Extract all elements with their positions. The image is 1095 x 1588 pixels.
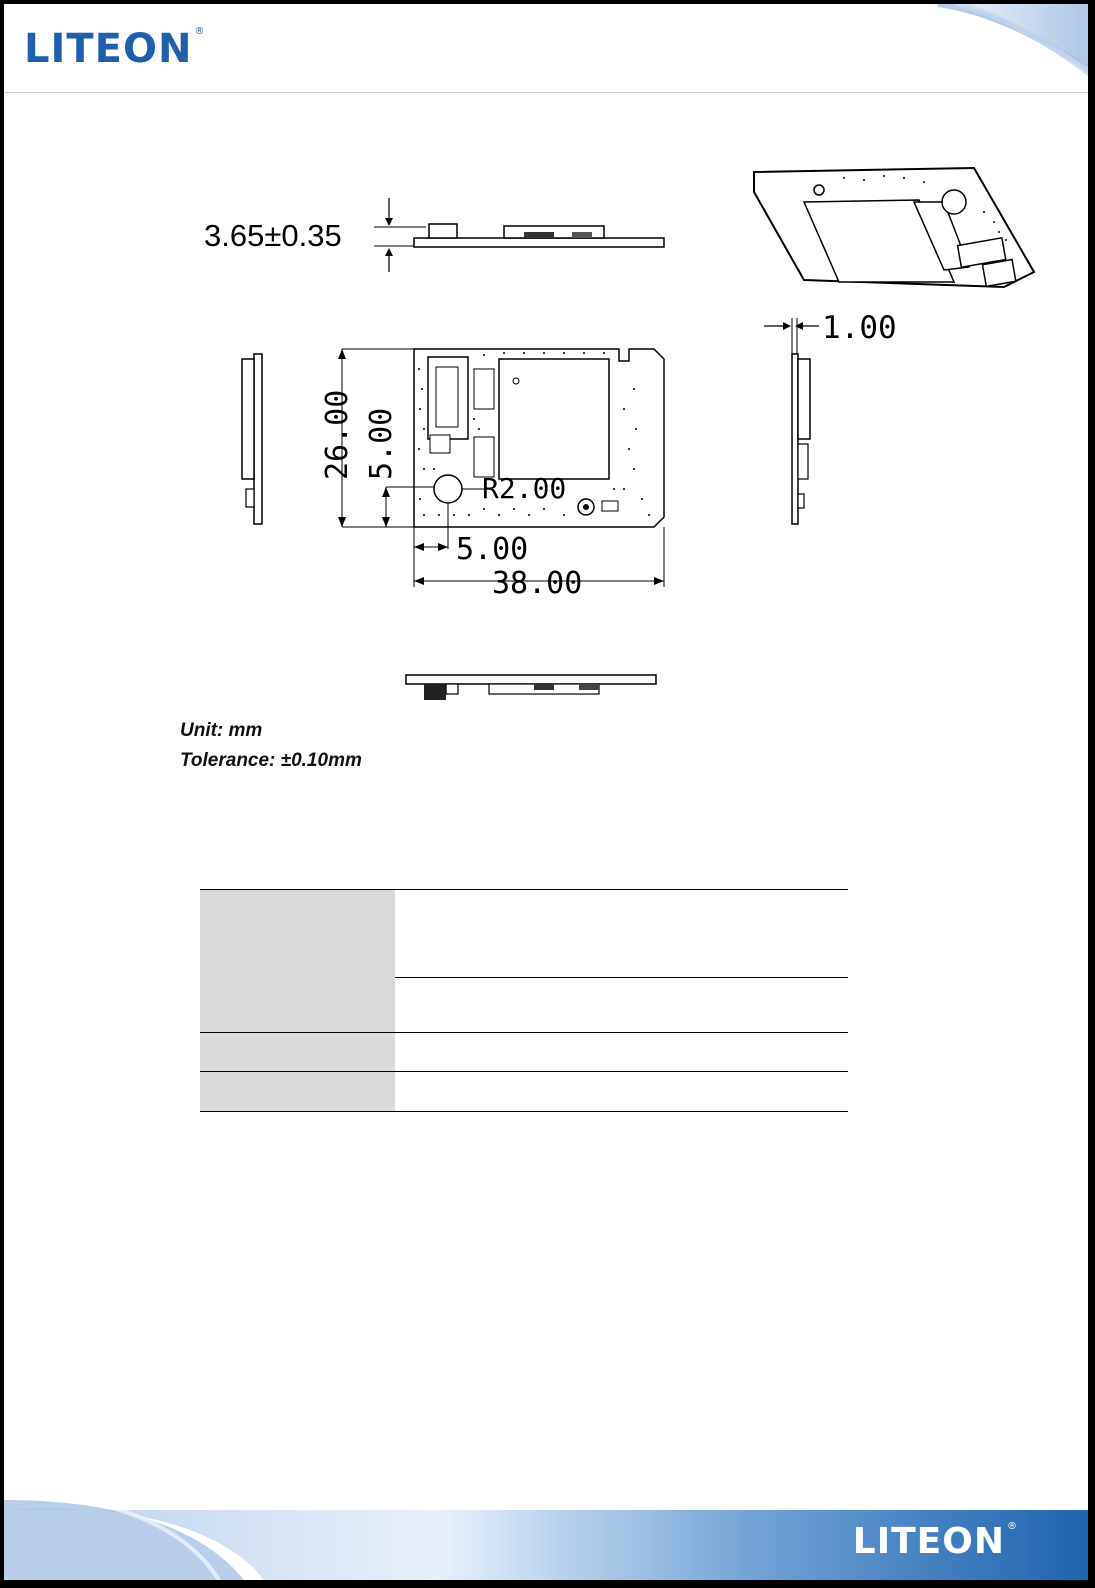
table-cell-value [395,890,848,978]
table-cell-label [200,1033,395,1072]
dim-hole-y-label: 5.00 [364,407,399,480]
spec-table [200,889,848,1112]
datasheet-page [4,4,1088,1580]
dim-width-vertical-label: 26.00 [320,389,355,480]
table-cell-value [395,1033,848,1072]
header-swoosh [848,4,1088,114]
dim-hole-x-label: 5.00 [456,532,529,567]
unit-note: Unit: mm [180,720,263,741]
footer-logo [853,1521,1018,1562]
registered-mark: ® [1007,1521,1018,1532]
tolerance-note: Tolerance: ±0.10mm [180,750,362,771]
dim-height-label: 3.65±0.35 [204,218,342,253]
dim-radius-label: R2.00 [482,472,567,505]
bottom-profile-drawing [404,669,664,709]
footer-logo-text: LITEON [852,1521,1005,1562]
isometric-view [744,162,1044,307]
table-cell-label [200,1072,395,1112]
table-row [200,1033,848,1072]
left-side-view [234,349,274,529]
side-profile-drawing [374,194,674,274]
table-cell-value [395,978,848,1033]
right-side-view [759,314,859,529]
mounting-hole [434,475,462,503]
dim-thickness-label: 1.00 [822,310,897,346]
header-logo-text: LITEON [24,26,193,72]
header-divider [4,92,1088,93]
table-cell-label [200,890,395,1033]
table-cell-value [395,1072,848,1112]
table-row [200,1072,848,1112]
pcb-edge [414,238,664,247]
registered-mark: ® [194,26,206,37]
dim-length-label: 38.00 [492,566,583,601]
table-row [200,890,848,978]
rf-shield [499,359,609,479]
header-logo [24,26,205,72]
